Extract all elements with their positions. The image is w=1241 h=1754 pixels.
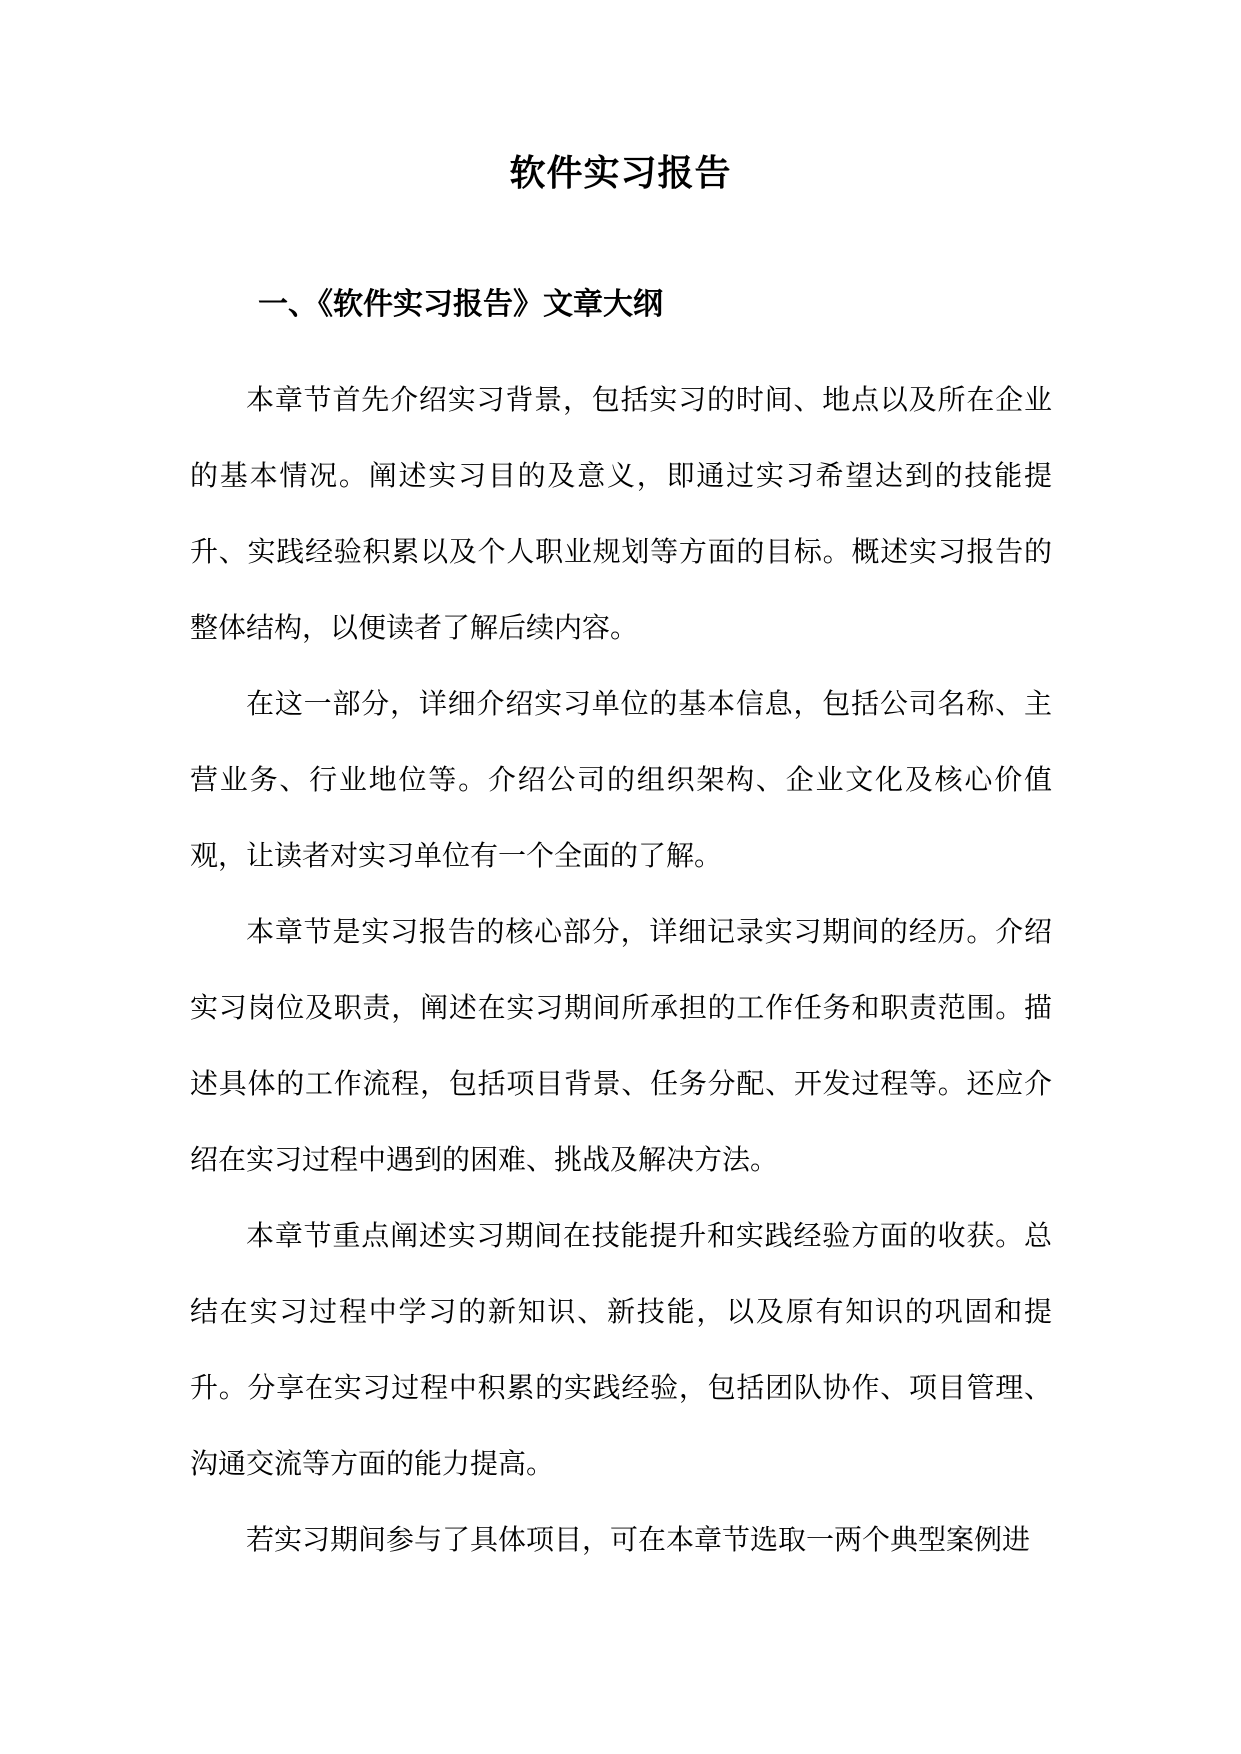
document-body bbox=[190, 362, 1052, 1578]
paragraph-company-intro: 在这一部分，详细介绍实习单位的基本信息，包括公司名称、主营业务、行业地位等。介绍公司的组织架构、企业文化及核心价值观，让读者对实习单位有一个全面的了解。 bbox=[190, 687, 1052, 872]
document-title: 软件实习报告 bbox=[509, 152, 732, 194]
section-heading: 一、《软件实习报告》文章大纲 bbox=[258, 287, 663, 322]
paragraph-project-cases: 若实习期间参与了具体项目，可在本章节选取一两个典型案例进 bbox=[246, 1523, 1031, 1556]
paragraph-internship-experience: 本章节是实习报告的核心部分，详细记录实习期间的经历。介绍实习岗位及职责，阐述在实习期间所承担的工作任务和职责范围。描述具体的工作流程，包括项目背景、任务分配、开发过程等。还应介绍在实习过程中遇到的困难、挑战及解决方法。 bbox=[190, 915, 1052, 1176]
paragraph-background: 本章节首先介绍实习背景，包括实习的时间、地点以及所在企业的基本情况。阐述实习目的及意义，即通过实习希望达到的技能提升、实践经验积累以及个人职业规划等方面的目标。概述实习报告的整体结构，以便读者了解后续内容。 bbox=[190, 383, 1052, 644]
paragraph-skills-gained: 本章节重点阐述实习期间在技能提升和实践经验方面的收获。总结在实习过程中学习的新知识、新技能，以及原有知识的巩固和提升。分享在实习过程中积累的实践经验，包括团队协作、项目管理、沟通交流等方面的能力提高。 bbox=[190, 1219, 1052, 1480]
